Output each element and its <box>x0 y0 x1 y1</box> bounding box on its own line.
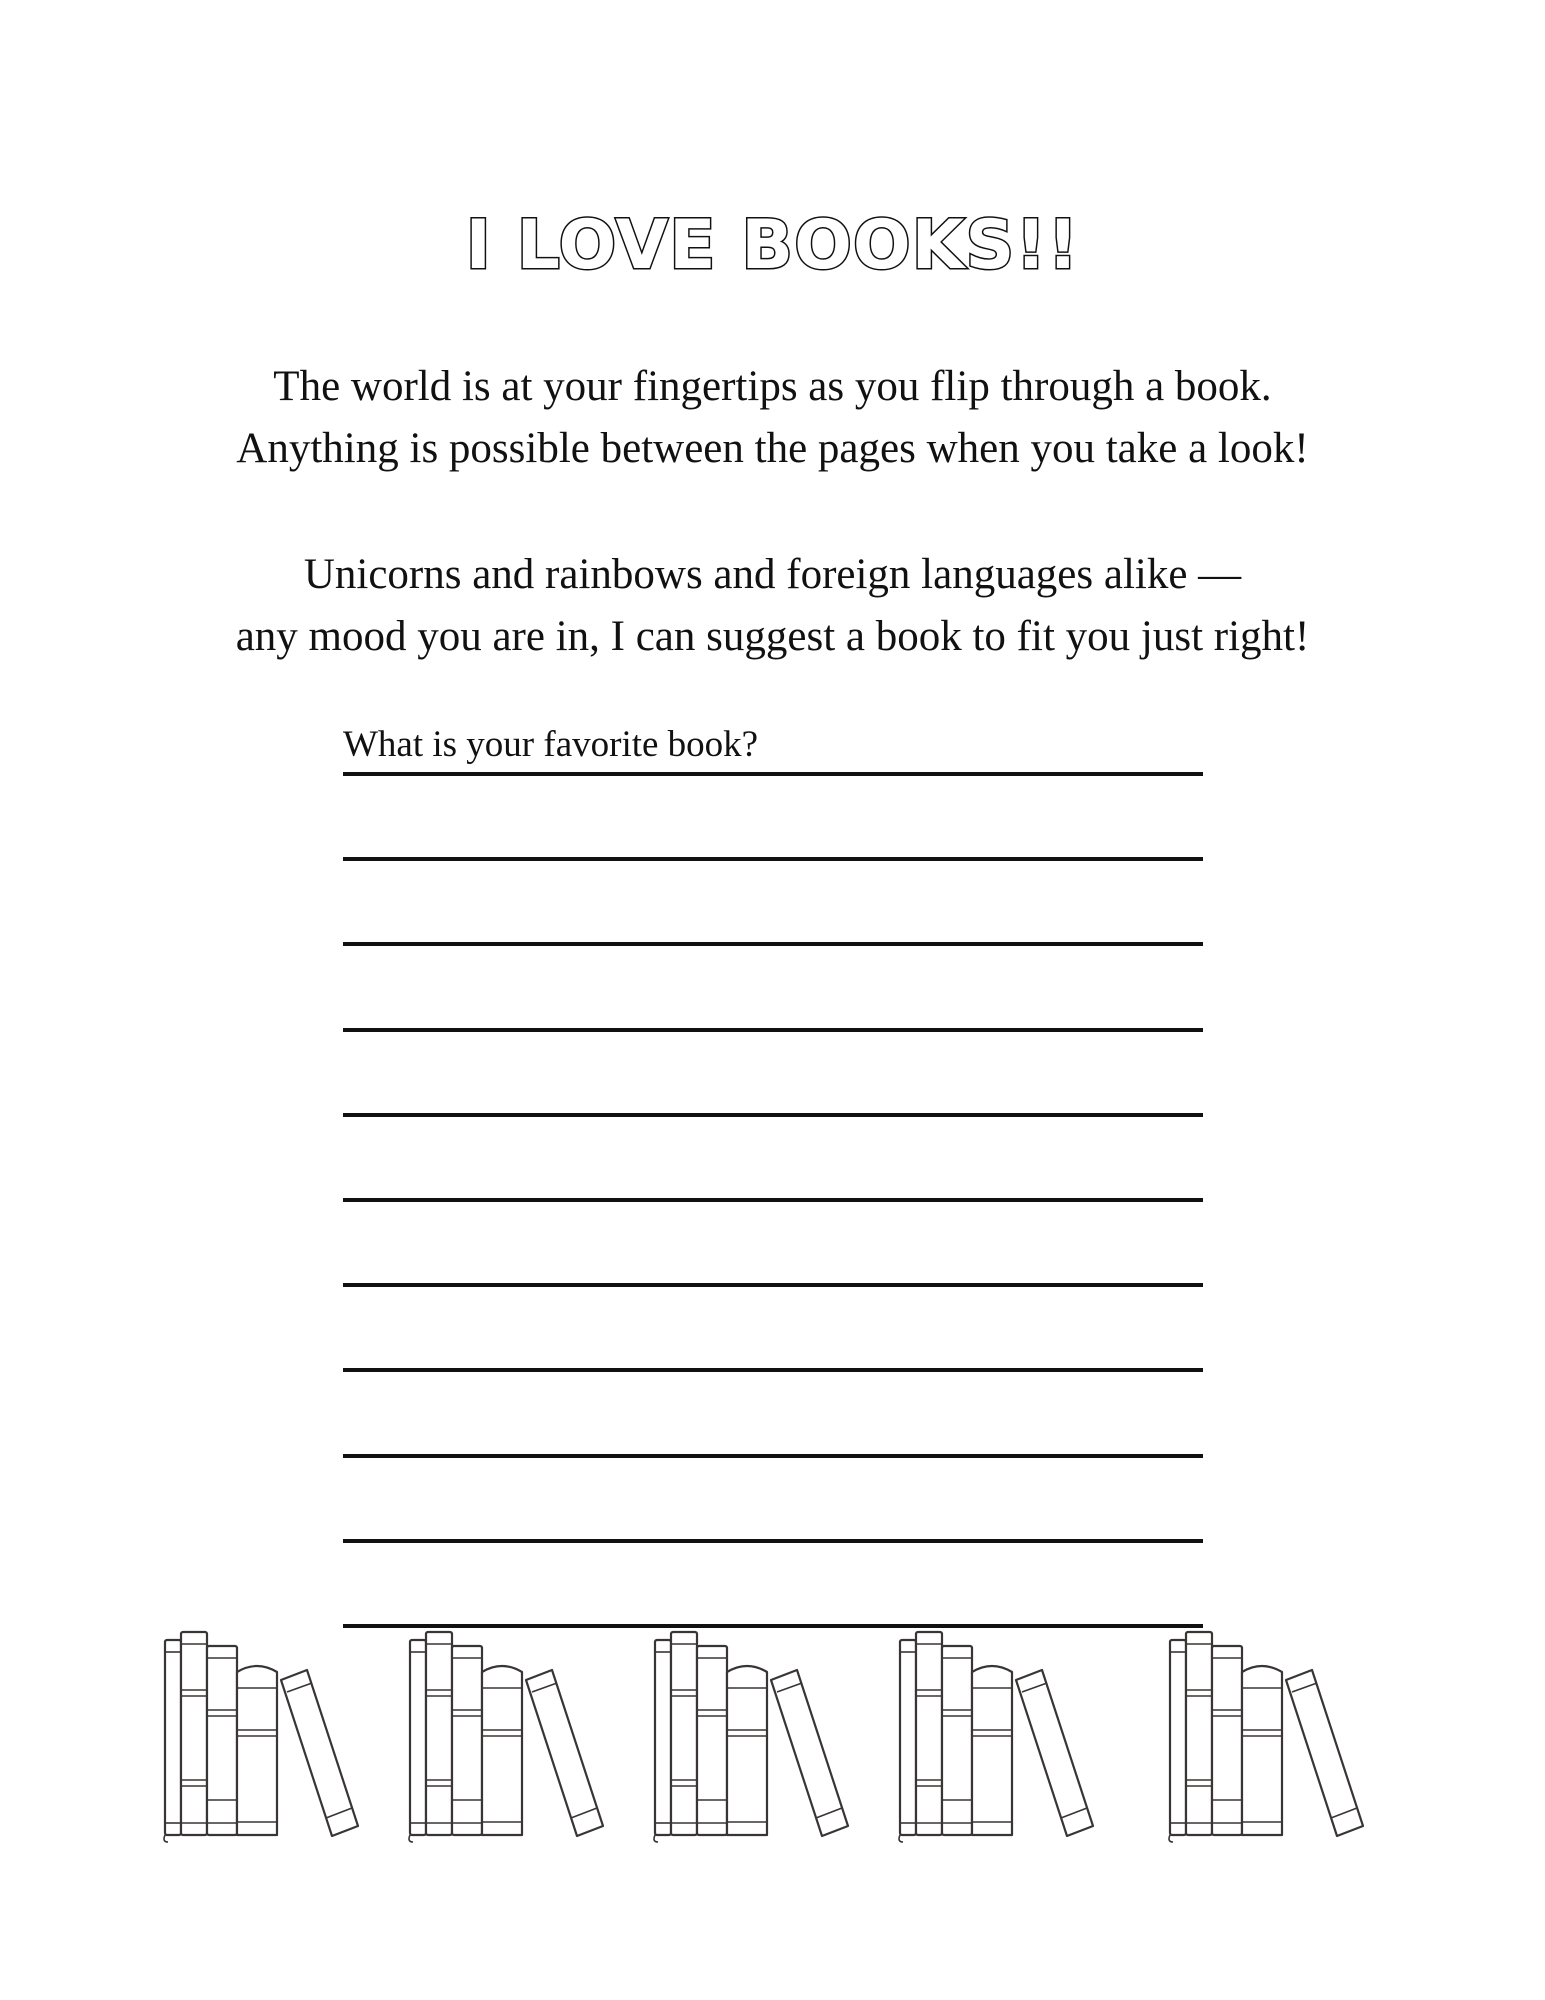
answer-line[interactable] <box>343 1539 1203 1543</box>
answer-line[interactable] <box>343 1283 1203 1287</box>
verse-line-1: Unicorns and rainbows and foreign languages alike — <box>303 551 1242 598</box>
intro-paragraph <box>0 356 1545 480</box>
intro-line-2: Anything is possible between the pages when you take a look! <box>236 425 1309 472</box>
answer-line[interactable] <box>343 857 1203 861</box>
page-title: I LOVE BOOKS!! <box>465 206 1080 285</box>
favorite-book-question: What is your favorite book? <box>343 724 759 765</box>
answer-line[interactable] <box>343 1198 1203 1202</box>
answer-line[interactable] <box>343 1368 1203 1372</box>
book-stack-icon <box>409 1632 603 1842</box>
book-stack-icon <box>1169 1632 1363 1842</box>
book-stack-icon <box>899 1632 1093 1842</box>
book-stack-icon <box>654 1632 848 1842</box>
answer-line[interactable] <box>343 942 1203 946</box>
answer-line[interactable] <box>343 1028 1203 1032</box>
book-shelf-graphic <box>150 1630 1400 1850</box>
book-stack-icon <box>164 1632 358 1842</box>
intro-line-1: The world is at your fingertips as you flip through a book. <box>273 363 1272 410</box>
verse-line-2: any mood you are in, I can suggest a book to fit you just right! <box>235 613 1310 660</box>
answer-line[interactable] <box>343 1624 1203 1628</box>
answer-line[interactable] <box>343 1113 1203 1117</box>
answer-line[interactable] <box>343 1454 1203 1458</box>
book-shelf-decoration <box>150 1630 1400 1850</box>
verse-paragraph <box>0 544 1545 668</box>
answer-line[interactable] <box>343 772 1203 776</box>
